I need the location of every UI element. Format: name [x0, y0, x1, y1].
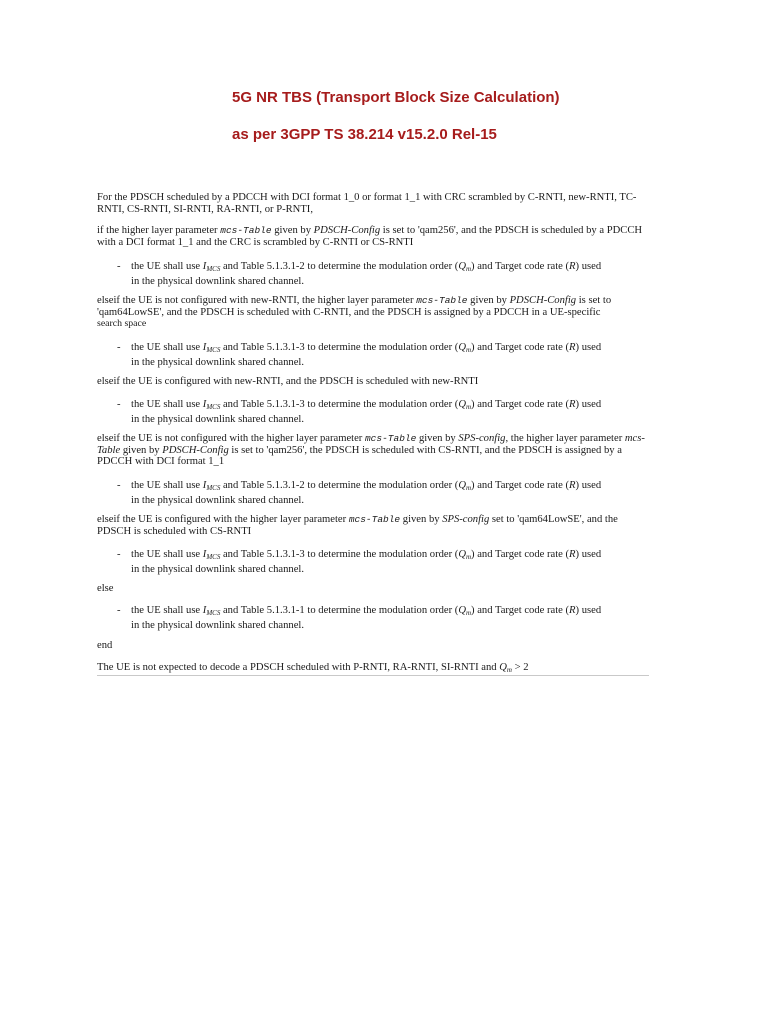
- intro-paragraph: For the PDSCH scheduled by a PDCCH with DCI format 1_0 or format 1_1 with CRC scrambled by C-RNTI, new-RNTI, TC-RNTI, CS-RNTI, SI-RNTI, RA-RNTI, or P-RNTI,: [97, 192, 637, 215]
- condition-1: if the higher layer parameter mcs-Table given by PDSCH-Config is set to 'qam256', and the PDSCH is scheduled by a PDCCH with a DCI format 1_1 and the CRC is scrambled by C-RNTI or CS-RNTI: [97, 225, 643, 248]
- condition-5: elseif the UE is configured with the higher layer parameter mcs-Table given by SPS-config set to 'qam64LowSE', and the PDSCH is scheduled with CS-RNTI: [97, 514, 618, 537]
- title-line-2: as per 3GPP TS 38.214 v15.2.0 Rel-15: [232, 126, 497, 143]
- bottom-rule: [97, 675, 649, 676]
- else-label: else: [97, 583, 114, 594]
- document-page: 5G NR TBS (Transport Block Size Calculation) as per 3GPP TS 38.214 v15.2.0 Rel-15 For the PDSCH scheduled by a PDCCH with DCI format 1_0 or format 1_1 with CRC scrambled by C-RNTI, new-RNTI, TC-RNTI, CS-RNTI, SI-RNTI, RA-RNTI, or P-RNTI, if the higher layer parameter mcs-Table given by PDSCH-Config is set to 'qam256', and the PDSCH is scheduled by a PDCCH with a DCI format 1_1 and the CRC is scrambled by C-RNTI or CS-RNTI - the UE shall use $I_{MCS}$ and Table 5.1.3.1-2 to determine the modulation order $(Q_m)$ and Target code rate (R) used in the physical downlink shared channel. elseif the UE is not configured with new-RNTI, the higher layer parameter mcs-Table given by PDSCH-Config is set to 'qam64LowSE', and the PDSCH is scheduled with C-RNTI, and the PDSCH is assigned by a PDCCH in a UE-specific search space - the UE shall use $I_{MCS}$ and Table 5.1.3.1-3 to determine the modulation order $(Q_m)$ and Target code rate (R) used in the physical downlink shared channel. elseif the UE is configured with new-RNTI, and the PDSCH is scheduled with new-RNTI - the UE shall use $I_{MCS}$ and Table 5.1.3.1-3 to determine the modulation order $(Q_m)$ and Target code rate (R) used in the physical downlink shared channel. elseif the UE is not configured with the higher layer parameter mcs-Table given by SPS-config, the higher layer parameter mcs-Table given by PDSCH-Config is set to 'qam256', the PDSCH is scheduled with CS-RNTI, and the PDSCH is assigned by a PDCCH with DCI format 1_1 - the UE shall use $I_{MCS}$ and Table 5.1.3.1-2 to determine the modulation order $(Q_m)$ and Target code rate (R) used in the physical downlink shared channel. elseif the UE is configured with the higher layer parameter mcs-Table given by SPS-config set to 'qam64LowSE', and the PDSCH is scheduled with CS-RNTI - the UE shall use $I_{MCS}$ and Table 5.1.3.1-3 to determine the modulation order $(Q_m)$ and Target code rate (R) used in the physical downlink shared channel. else - the UE shall use $I_{MCS}$ and Table 5.1.3.1-1 to determine the modulation order $(Q_m)$ and Target code rate (R) used in the physical downlink shared channel. end The UE is not expected to decode a PDSCH scheduled with P-RNTI, RA-RNTI, SI-RNTI and $Q_m > 2$: [0, 0, 768, 1024]
- condition-2: elseif the UE is not configured with new-RNTI, the higher layer parameter mcs-Table given by PDSCH-Config is set to 'qam64LowSE', and the PDSCH is scheduled with C-RNTI, and the PDSCH is assigned by a PDCCH in a UE-specific search space: [97, 295, 612, 330]
- end-label: end: [97, 640, 113, 651]
- final-statement: The UE is not expected to decode a PDSCH scheduled with P-RNTI, RA-RNTI, SI-RNTI and $Q_m > 2$: [97, 662, 529, 674]
- condition-4: elseif the UE is not configured with the higher layer parameter mcs-Table given by SPS-config, the higher layer parameter mcs-Table given by PDSCH-Config is set to 'qam256', the PDSCH is scheduled with CS-RNTI, and the PDSCH is assigned by a PDCCH with DCI format 1_1: [97, 433, 645, 468]
- title-line-1: 5G NR TBS (Transport Block Size Calculation): [232, 89, 560, 106]
- condition-3: elseif the UE is configured with new-RNTI, and the PDSCH is scheduled with new-RNTI: [97, 376, 479, 387]
